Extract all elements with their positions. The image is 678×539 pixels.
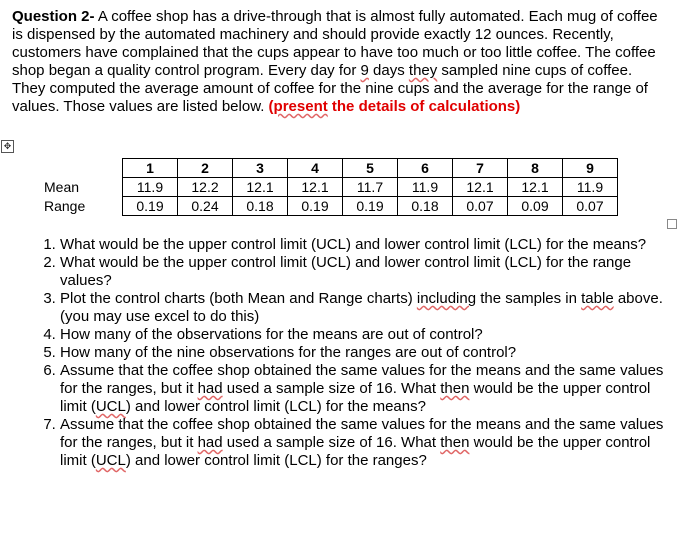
range-value: 0.18 xyxy=(398,197,453,216)
range-value: 0.18 xyxy=(233,197,288,216)
mean-value: 12.1 xyxy=(233,178,288,197)
mean-value: 12.1 xyxy=(453,178,508,197)
mean-value: 11.9 xyxy=(398,178,453,197)
question-item: 3. Plot the control charts (both Mean and Range charts) including the samples in table above. (you may use excel to do this) xyxy=(60,290,678,326)
sample-number: 5 xyxy=(343,159,398,178)
sample-number: 9 xyxy=(563,159,618,178)
question-item: 1. What would be the upper control limit (UCL) and lower control limit (LCL) for the means? xyxy=(60,236,678,254)
table-cell xyxy=(42,159,123,178)
question-item: 7. Assume that the coffee shop obtained the same values for the means and the same values for the ranges, but it had used a sample size of 16. What then would be the upper control limit (UCL) and lower control limit (LCL) for the ranges? xyxy=(60,416,678,470)
range-label: Range xyxy=(44,198,86,214)
mean-value: 12.1 xyxy=(288,178,343,197)
intro-word: 9 xyxy=(360,62,369,79)
intro-text: A coffee shop has a drive-through that is almost fully automated. Each mug of coffee is dispensed by the automated machinery and should provide exactly 12 ounces. Recently, customers have complained that the cups appear to have too much or too little coffee. The coffee shop began a quality control program. Every day for xyxy=(12,8,658,79)
sample-number: 7 xyxy=(453,159,508,178)
sample-number: 1 xyxy=(123,159,178,178)
sample-data-table xyxy=(42,158,618,216)
range-value: 0.24 xyxy=(178,197,233,216)
question-item: 5. How many of the nine observations for the ranges are out of control? xyxy=(60,344,678,362)
question-item: 6. Assume that the coffee shop obtained the same values for the means and the same values for the ranges, but it had used a sample size of 16. What then would be the upper control limit (UCL) and lower control limit (LCL) for the means? xyxy=(60,362,678,416)
sample-number: 2 xyxy=(178,159,233,178)
sample-number: 3 xyxy=(233,159,288,178)
question-heading: Question 2- xyxy=(12,8,95,25)
table-resize-handle[interactable] xyxy=(667,219,677,229)
question-item: 2. What would be the upper control limit (UCL) and lower control limit (LCL) for the range values? xyxy=(60,254,678,290)
table-row xyxy=(42,197,618,216)
range-value: 0.19 xyxy=(123,197,178,216)
instruction-note: (present the details of calculations) xyxy=(268,98,521,115)
mean-value: 12.2 xyxy=(178,178,233,197)
intro-word: they xyxy=(408,62,438,79)
questions-list xyxy=(20,236,678,470)
mean-value: 11.9 xyxy=(123,178,178,197)
intro-text: days xyxy=(368,62,409,79)
question-intro xyxy=(12,8,662,116)
mean-value: 11.7 xyxy=(343,178,398,197)
sample-number: 4 xyxy=(288,159,343,178)
intro-text: sampled nine cups of coffee. They computed the average amount of coffee for the nine cups and the average for the range of values. Those values are listed below. xyxy=(12,62,648,115)
table-row xyxy=(42,159,618,178)
sample-number: 8 xyxy=(508,159,563,178)
sample-number: 6 xyxy=(398,159,453,178)
range-value: 0.19 xyxy=(343,197,398,216)
mean-value: 12.1 xyxy=(508,178,563,197)
question-item: 4. How many of the observations for the means are out of control? xyxy=(60,326,678,344)
mean-label: Mean xyxy=(44,179,80,195)
table-row xyxy=(42,178,618,197)
range-value: 0.09 xyxy=(508,197,563,216)
range-value: 0.07 xyxy=(563,197,618,216)
mean-value: 11.9 xyxy=(563,178,618,197)
table-move-handle-icon[interactable]: ✥ xyxy=(1,140,14,153)
range-value: 0.07 xyxy=(453,197,508,216)
range-value: 0.19 xyxy=(288,197,343,216)
